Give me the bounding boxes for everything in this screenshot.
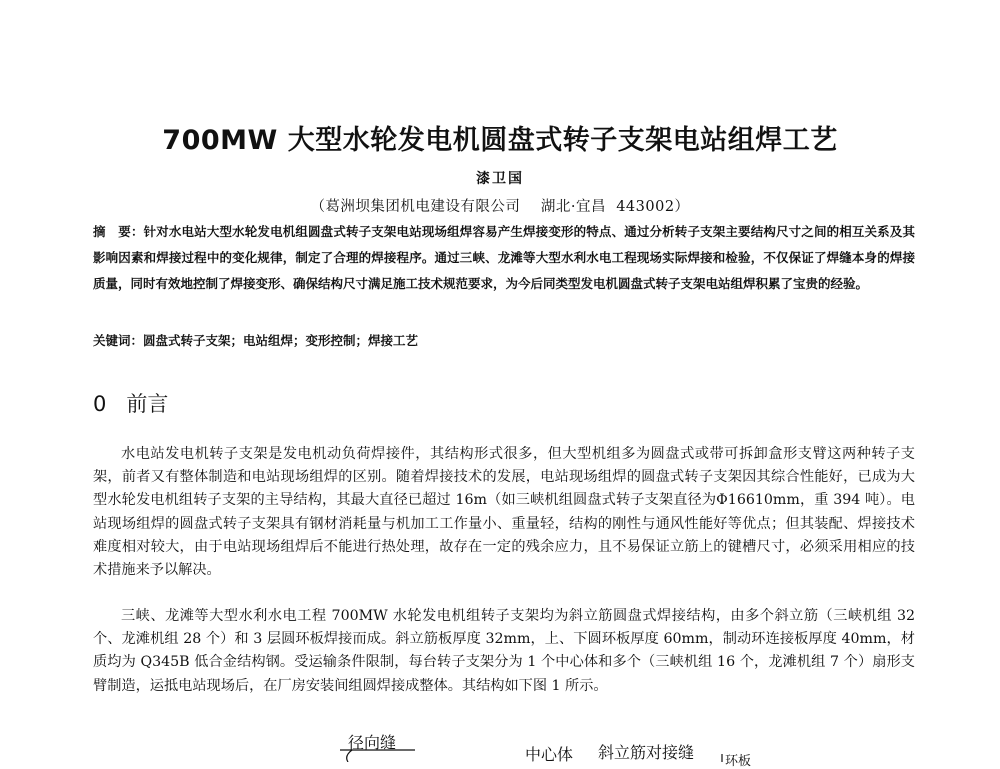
abstract <box>93 219 915 297</box>
keywords-label: 关键词： <box>93 333 144 348</box>
section-heading <box>93 388 168 418</box>
keywords-text: 圆盘式转子支架；电站组焊；变形控制；焊接工艺 <box>143 333 419 348</box>
section-number: 0 <box>93 392 107 416</box>
figure-1 <box>330 722 790 769</box>
figure-label-inclined-rib-joint: 斜立筋对接缝 <box>598 743 695 762</box>
body-paragraph: 水电站发电机转子支架是发电机动负荷焊接件，其结构形式很多，但大型机组多为圆盘式或带可拆卸盒形支臂这两种转子支架，前者又有整体制造和电站现场组焊的区别。随着焊接技术的发展，电站现场组焊的圆盘式转子支架因其综合性能好，已成为大型水轮发电机组转子支架的主导结构，其最大直径已超过 16m（如三峡机组圆盘式转子支架直径为Φ16610mm，重 394 吨）。电站现场组焊的圆盘式转子支架具有钢材消耗量与机加工工作量小、重量轻，结构的刚性与通风性能好等优点；但其装配、焊接技术难度相对较大，由于电站现场组焊后不能进行热处理，故存在一定的残余应力，且不易保证立筋上的键槽尺寸，必须采用相应的技术措施来予以解决。 <box>93 446 915 579</box>
paper-title: 700MW 大型水轮发电机圆盘式转子支架电站组焊工艺 <box>162 125 838 156</box>
abstract-label: 摘 要： <box>93 224 144 239</box>
keywords <box>93 331 915 351</box>
body-paragraph: 三峡、龙滩等大型水利水电工程 700MW 水轮发电机组转子支架均为斜立筋圆盘式焊接结构，由多个斜立筋（三峡机组 32 个、龙滩机组 28 个）和 3 层圆环板焊接而成。斜立筋板厚度 32mm，上、下圆环板厚度 60mm，制动环连接板厚度 40mm，材质均为 Q345B 低合金结构钢。受运输条件限制，每台转子支架分为 1 个中心体和多个（三峡机组 16 个，龙滩机组 7 个）扇形支臂制造，运抵电站现场后，在厂房安装间组圆焊接成整体。其结构如下图 1 所示。 <box>93 608 915 694</box>
abstract-text: 针对水电站大型水轮发电机组圆盘式转子支架电站现场组焊容易产生焊接变形的特点、通过分析转子支架主要结构尺寸之间的相互关系及其影响因素和焊接过程中的变化规律，制定了合理的焊接程序。通过三峡、龙滩等大型水利水电工程现场实际焊接和检验，不仅保证了焊缝本身的焊接质量，同时有效地控制了焊接变形、确保结构尺寸满足施工技术规范要求，为今后同类型发电机圆盘式转子支架电站组焊积累了宝贵的经验。 <box>93 224 915 291</box>
figure-label-radial-seam: 径向缝 <box>348 733 397 752</box>
figure-label-center-body: 中心体 <box>525 745 574 764</box>
section-title: 前言 <box>126 392 169 416</box>
figure-label-ring-plate: 环板 <box>725 754 752 769</box>
author-name: 漆卫国 <box>476 171 524 187</box>
author-affiliation: （葛洲坝集团机电建设有限公司 湖北·宜昌 443002） <box>310 199 690 215</box>
